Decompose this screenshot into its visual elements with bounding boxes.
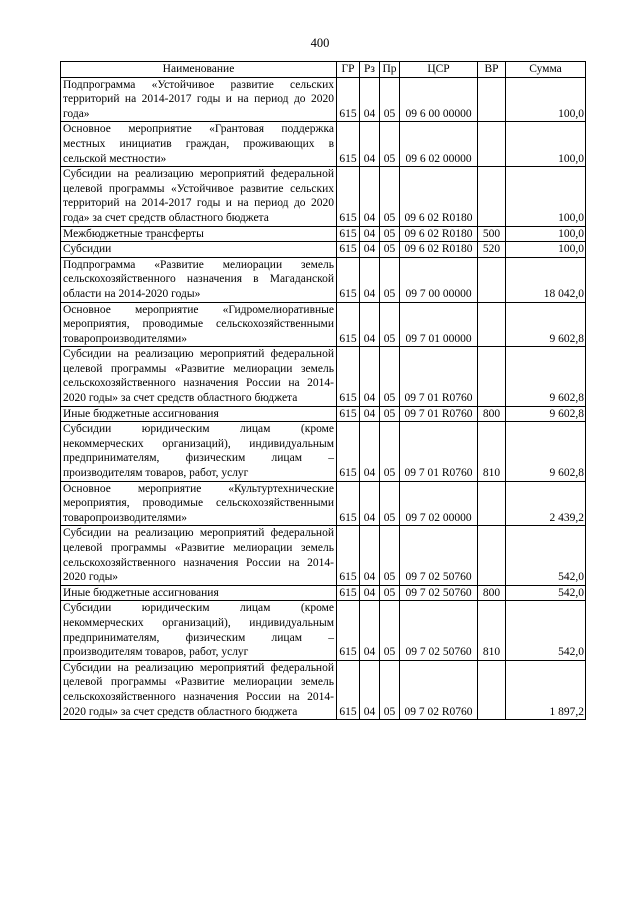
table-row: [61, 122, 586, 167]
cell-csr: 09 6 02 R0180: [400, 242, 478, 258]
cell-gr: 615: [337, 481, 360, 526]
cell-gr: 615: [337, 422, 360, 481]
cell-csr: 09 6 02 R0180: [400, 226, 478, 242]
table-row: [61, 585, 586, 601]
header-csr: ЦСР: [400, 62, 478, 78]
cell-vr: 810: [478, 422, 506, 481]
table-row: [61, 167, 586, 226]
cell-pr: 05: [380, 660, 400, 719]
cell-sum: 542,0: [506, 585, 586, 601]
table-row: [61, 526, 586, 585]
cell-rz: 04: [360, 585, 380, 601]
cell-name: Субсидии на реализацию мероприятий федеральной целевой программы «Развитие мелиорации земель сельскохозяйственного назначения России на 2014-2020 годы» за счет средств областного бюджета: [61, 660, 337, 719]
cell-csr: 09 7 02 50760: [400, 601, 478, 660]
cell-vr: [478, 122, 506, 167]
cell-name: Основное мероприятие «Гидромелиоративные мероприятия, проводимые сельскохозяйственными товаропроизводителями»: [61, 302, 337, 347]
cell-sum: 1 897,2: [506, 660, 586, 719]
cell-sum: 100,0: [506, 77, 586, 122]
cell-vr: [478, 77, 506, 122]
cell-csr: 09 7 01 R0760: [400, 422, 478, 481]
cell-name: Иные бюджетные ассигнования: [61, 406, 337, 422]
cell-vr: [478, 347, 506, 406]
cell-sum: 542,0: [506, 526, 586, 585]
cell-rz: 04: [360, 167, 380, 226]
cell-csr: 09 7 00 00000: [400, 257, 478, 302]
cell-name: Основное мероприятие «Культуртехнические мероприятия, проводимые сельскохозяйственными товаропроизводителями»: [61, 481, 337, 526]
budget-table: [60, 61, 586, 720]
cell-pr: 05: [380, 242, 400, 258]
cell-gr: 615: [337, 660, 360, 719]
table-row: [61, 481, 586, 526]
cell-gr: 615: [337, 347, 360, 406]
cell-rz: 04: [360, 347, 380, 406]
table-row: [61, 422, 586, 481]
cell-gr: 615: [337, 226, 360, 242]
cell-name: Субсидии на реализацию мероприятий федеральной целевой программы «Развитие мелиорации земель сельскохозяйственного назначения России на 2014-2020 годы»: [61, 526, 337, 585]
table-row: [61, 242, 586, 258]
cell-pr: 05: [380, 226, 400, 242]
cell-csr: 09 6 00 00000: [400, 77, 478, 122]
table-row: [61, 601, 586, 660]
cell-sum: 542,0: [506, 601, 586, 660]
cell-pr: 05: [380, 481, 400, 526]
cell-vr: [478, 481, 506, 526]
cell-rz: 04: [360, 481, 380, 526]
cell-csr: 09 7 01 00000: [400, 302, 478, 347]
cell-gr: 615: [337, 122, 360, 167]
cell-sum: 2 439,2: [506, 481, 586, 526]
cell-name: Межбюджетные трансферты: [61, 226, 337, 242]
cell-sum: 9 602,8: [506, 422, 586, 481]
table-row: [61, 406, 586, 422]
cell-pr: 05: [380, 302, 400, 347]
cell-vr: 800: [478, 406, 506, 422]
cell-pr: 05: [380, 526, 400, 585]
cell-vr: [478, 660, 506, 719]
cell-sum: 9 602,8: [506, 347, 586, 406]
cell-sum: 100,0: [506, 226, 586, 242]
cell-csr: 09 6 02 R0180: [400, 167, 478, 226]
cell-name: Основное мероприятие «Грантовая поддержка местных инициатив граждан, проживающих в сельской местности»: [61, 122, 337, 167]
cell-gr: 615: [337, 242, 360, 258]
header-gr: ГР: [337, 62, 360, 78]
cell-vr: 810: [478, 601, 506, 660]
cell-rz: 04: [360, 422, 380, 481]
cell-rz: 04: [360, 77, 380, 122]
cell-name: Субсидии на реализацию мероприятий федеральной целевой программы «Развитие мелиорации земель сельскохозяйственного назначения России на 2014-2020 годы» за счет средств областного бюджета: [61, 347, 337, 406]
cell-name: Субсидии на реализацию мероприятий федеральной целевой программы «Устойчивое развитие сельских территорий на 2014-2017 годы и на период до 2020 года» за счет средств областного бюджета: [61, 167, 337, 226]
cell-gr: 615: [337, 257, 360, 302]
cell-gr: 615: [337, 77, 360, 122]
header-pr: Пр: [380, 62, 400, 78]
cell-name: Субсидии: [61, 242, 337, 258]
cell-sum: 100,0: [506, 122, 586, 167]
cell-vr: 500: [478, 226, 506, 242]
table-row: [61, 302, 586, 347]
table-row: [61, 660, 586, 719]
cell-sum: 100,0: [506, 242, 586, 258]
cell-rz: 04: [360, 526, 380, 585]
cell-gr: 615: [337, 585, 360, 601]
cell-csr: 09 7 02 R0760: [400, 660, 478, 719]
cell-name: Подпрограмма «Устойчивое развитие сельских территорий на 2014-2017 годы и на период до 2020 года»: [61, 77, 337, 122]
cell-rz: 04: [360, 660, 380, 719]
cell-csr: 09 7 02 50760: [400, 585, 478, 601]
cell-pr: 05: [380, 122, 400, 167]
cell-rz: 04: [360, 302, 380, 347]
cell-vr: [478, 526, 506, 585]
cell-pr: 05: [380, 77, 400, 122]
cell-rz: 04: [360, 406, 380, 422]
cell-name: Иные бюджетные ассигнования: [61, 585, 337, 601]
cell-pr: 05: [380, 167, 400, 226]
cell-csr: 09 6 02 00000: [400, 122, 478, 167]
cell-sum: 18 042,0: [506, 257, 586, 302]
cell-name: Субсидии юридическим лицам (кроме некоммерческих организаций), индивидуальным предпринимателям, физическим лицам – производителям товаров, работ, услуг: [61, 601, 337, 660]
cell-csr: 09 7 01 R0760: [400, 406, 478, 422]
table-row: [61, 257, 586, 302]
table-row: [61, 226, 586, 242]
cell-sum: 9 602,8: [506, 406, 586, 422]
header-vr: ВР: [478, 62, 506, 78]
cell-csr: 09 7 02 50760: [400, 526, 478, 585]
cell-pr: 05: [380, 406, 400, 422]
cell-csr: 09 7 02 00000: [400, 481, 478, 526]
cell-rz: 04: [360, 257, 380, 302]
cell-vr: [478, 302, 506, 347]
cell-csr: 09 7 01 R0760: [400, 347, 478, 406]
cell-pr: 05: [380, 257, 400, 302]
cell-gr: 615: [337, 526, 360, 585]
cell-rz: 04: [360, 122, 380, 167]
cell-pr: 05: [380, 601, 400, 660]
cell-name: Субсидии юридическим лицам (кроме некоммерческих организаций), индивидуальным предпринимателям, физическим лицам – производителям товаров, работ, услуг: [61, 422, 337, 481]
cell-pr: 05: [380, 585, 400, 601]
header-rz: Рз: [360, 62, 380, 78]
header-row: [61, 62, 586, 78]
cell-rz: 04: [360, 242, 380, 258]
cell-name: Подпрограмма «Развитие мелиорации земель сельскохозяйственного назначения в Магаданской области на 2014-2020 годы»: [61, 257, 337, 302]
cell-gr: 615: [337, 406, 360, 422]
cell-vr: 800: [478, 585, 506, 601]
cell-gr: 615: [337, 167, 360, 226]
table-row: [61, 77, 586, 122]
cell-rz: 04: [360, 601, 380, 660]
cell-gr: 615: [337, 302, 360, 347]
table-row: [61, 347, 586, 406]
page-number: 400: [310, 36, 330, 50]
header-name: Наименование: [61, 62, 337, 78]
cell-pr: 05: [380, 422, 400, 481]
header-sum: Сумма: [506, 62, 586, 78]
cell-pr: 05: [380, 347, 400, 406]
cell-vr: 520: [478, 242, 506, 258]
cell-sum: 100,0: [506, 167, 586, 226]
cell-vr: [478, 257, 506, 302]
cell-rz: 04: [360, 226, 380, 242]
cell-vr: [478, 167, 506, 226]
cell-gr: 615: [337, 601, 360, 660]
cell-sum: 9 602,8: [506, 302, 586, 347]
